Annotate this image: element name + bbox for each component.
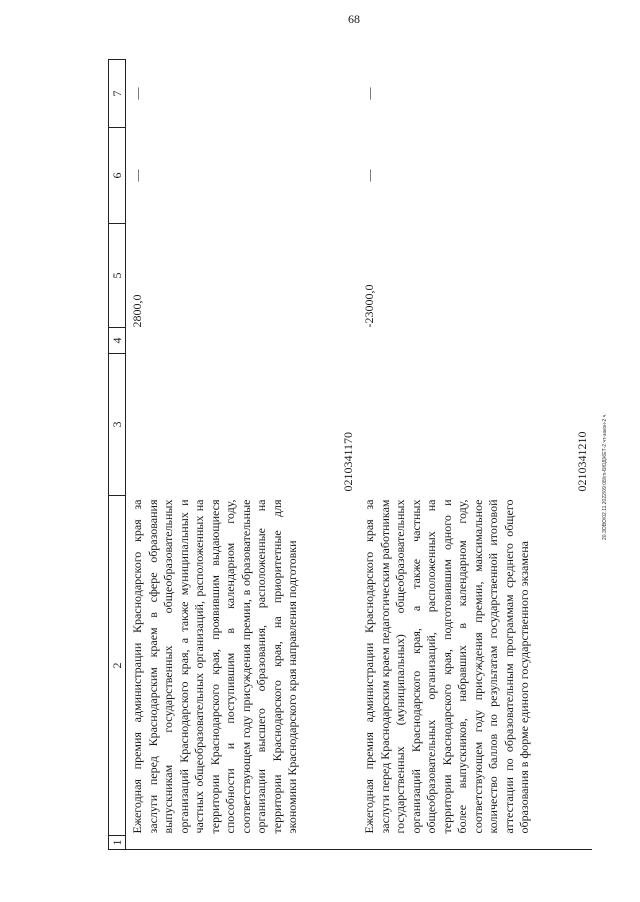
header-col-7: 7 <box>109 60 126 128</box>
row-code: 0210341210 <box>574 431 589 492</box>
row-cell-empty <box>358 836 592 850</box>
budget-table <box>108 59 592 850</box>
header-col-3: 3 <box>109 354 126 496</box>
header-col-5: 5 <box>109 224 126 328</box>
row-cell-empty <box>126 836 359 850</box>
row-col6: — <box>130 169 144 182</box>
page-number: 68 <box>348 12 360 26</box>
row-amount: 2800,0 <box>130 294 144 328</box>
row-col6: — <box>362 169 376 182</box>
header-col-1: 1 <box>109 836 126 850</box>
row-col7: — <box>362 87 376 100</box>
footer-code-text: 20.ЗОВО/02.11.2022/09:08/im-БЮДЖЕТ-2 чт-закон-2 ч. <box>602 413 608 540</box>
row-amount: -23000,0 <box>362 284 376 328</box>
table-row <box>358 60 592 850</box>
document-footer-code <box>602 120 614 540</box>
header-col-6: 6 <box>109 128 126 224</box>
table-row <box>126 60 359 850</box>
rotated-table-container <box>108 60 598 850</box>
row-col4 <box>358 328 592 354</box>
row-col7: — <box>130 87 144 100</box>
header-col-4: 4 <box>109 328 126 354</box>
row-description: Ежегодная премия администрации Краснодарского края за заслуги перед Краснодарским краем педагогическим работникам государственных (муниципальных) общеобразовательных организаций Краснодарского края, а также частных общеобразовательных организаций, расположенных на территории Краснодарского края, подготовившим одного и более выпускников, набравших в календарном году, соответствующем году присуждения премии, максимальное количество баллов по результатам государственной итоговой аттестации по образовательным программам среднего общего образования в форме единого государственного экзамена <box>362 499 531 834</box>
table-header-row <box>109 60 126 850</box>
header-col-2: 2 <box>109 496 126 836</box>
row-code: 0210341170 <box>340 431 355 492</box>
row-description: Ежегодная премия администрации Краснодарского края за заслуги перед Краснодарским краем в сфере образования выпускникам государственных общеобразовательных организаций Краснодарского края, а также муниципальных и частных общеобразовательных организаций, расположенных на территории Краснодарского края, проявившим выдающиеся способности и поступившим в календарном году, соответствующем году присуждения премии, в образовательные организации высшего образования, расположенные на территории Краснодарского края, на приоритетные для экономики Краснодарского края направления подготовки <box>130 499 299 834</box>
row-col4 <box>126 328 359 354</box>
